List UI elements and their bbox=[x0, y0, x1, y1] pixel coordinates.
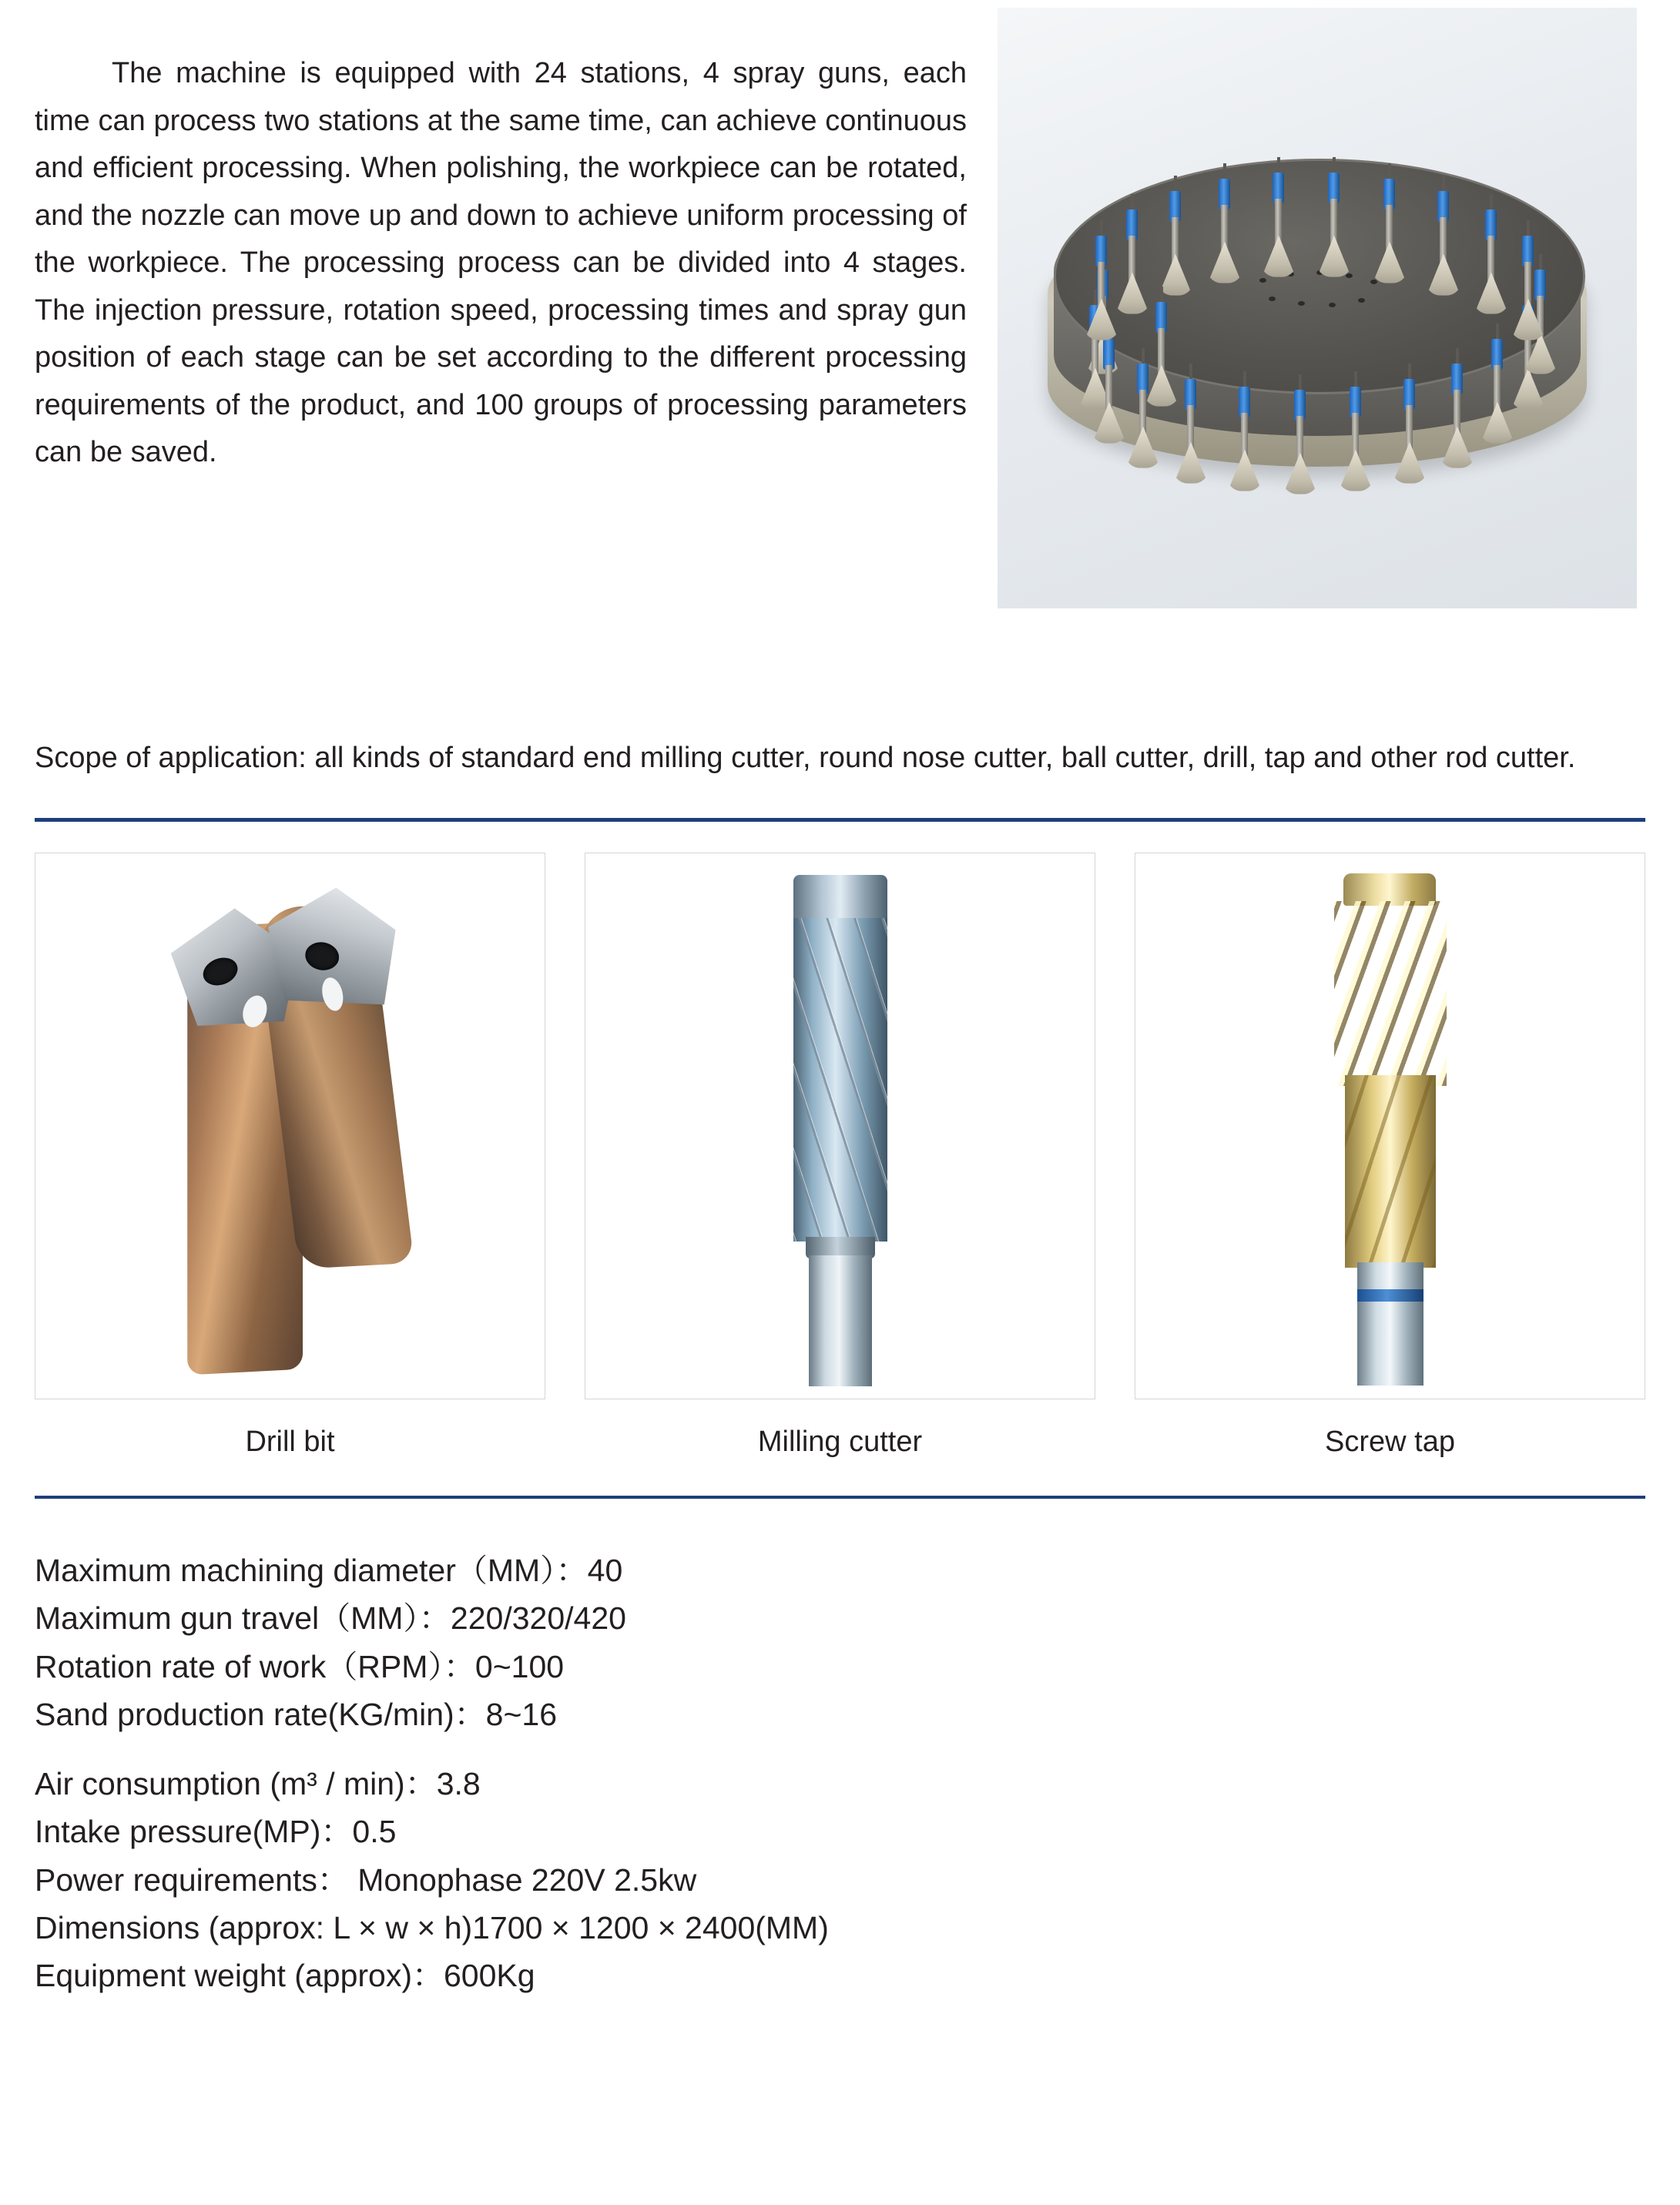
spray-nozzle bbox=[1507, 225, 1550, 340]
milling-cutter-illustration bbox=[783, 875, 898, 1383]
spec-max-gun-travel: Maximum gun travel（MM）：220/320/420 bbox=[35, 1600, 626, 1637]
gallery-caption: Screw tap bbox=[1325, 1425, 1455, 1458]
spec-power-requirements: Power requirements： Monophase 220V 2.5kw bbox=[35, 1862, 697, 1898]
spec-air-consumption: Air consumption (m³ / min)：3.8 bbox=[35, 1766, 481, 1802]
spec-max-machining-diameter: Maximum machining diameter（MM）：40 bbox=[35, 1552, 623, 1588]
spray-nozzle bbox=[1257, 162, 1300, 277]
intro-text-column bbox=[35, 8, 998, 477]
product-gallery bbox=[35, 853, 1645, 1459]
drill-bit-photo bbox=[35, 853, 545, 1399]
divider-bottom bbox=[35, 1496, 1645, 1499]
spray-nozzle bbox=[1154, 180, 1197, 296]
spray-nozzle bbox=[1422, 180, 1465, 296]
intro-section bbox=[35, 0, 1645, 608]
gallery-caption: Drill bit bbox=[245, 1425, 335, 1458]
gallery-item-milling-cutter bbox=[585, 853, 1095, 1459]
spec-rotation-rate: Rotation rate of work（RPM）：0~100 bbox=[35, 1648, 565, 1684]
spray-nozzle bbox=[1388, 368, 1431, 484]
spray-nozzle bbox=[1436, 353, 1479, 468]
spec-dimensions: Dimensions (approx: L × w × h)1700 × 1200 × 2400(MM) bbox=[35, 1910, 829, 1946]
spray-nozzle bbox=[1313, 162, 1356, 277]
divider-top bbox=[35, 818, 1645, 822]
scope-of-application bbox=[35, 736, 1645, 781]
machine-figure bbox=[998, 8, 1637, 608]
milling-cutter-photo bbox=[585, 853, 1095, 1399]
gallery-caption: Milling cutter bbox=[757, 1425, 923, 1458]
spray-nozzle bbox=[1368, 168, 1411, 283]
spec-sand-production-rate: Sand production rate(KG/min)：8~16 bbox=[35, 1696, 558, 1732]
gallery-item-screw-tap bbox=[1135, 853, 1645, 1459]
spec-intake-pressure: Intake pressure(MP)：0.5 bbox=[35, 1814, 397, 1850]
spray-nozzle bbox=[1203, 168, 1246, 283]
spray-nozzle bbox=[1279, 379, 1322, 494]
scope-text: Scope of application: all kinds of standard end milling cutter, round nose cutter, ball cutter, drill, tap and other rod cutter. bbox=[35, 742, 1576, 774]
rotary-table-illustration bbox=[1048, 143, 1587, 498]
spray-nozzle bbox=[1334, 376, 1377, 491]
spray-nozzle bbox=[1223, 376, 1266, 491]
intro-paragraph: The machine is equipped with 24 stations, 4 spray guns, each time can process two stations at the same time, can achieve continuous and efficient processing. When polishing, the workpiece can be rotated, and the nozzle can move up and down to achieve uniform processing of the workpiece. The processing process can be divided into 4 stages. The injection pressure, rotation speed, processing times and spray gun position of each stage can be set according to the different processing requirements of the product, and 100 groups of processing parameters can be saved. bbox=[35, 57, 967, 469]
gallery-item-drill-bit bbox=[35, 853, 545, 1459]
spec-equipment-weight: Equipment weight (approx)：600Kg bbox=[35, 1958, 535, 1994]
screw-tap-photo bbox=[1135, 853, 1645, 1399]
spray-nozzle bbox=[1470, 199, 1513, 314]
drill-bit-illustration bbox=[150, 878, 430, 1383]
screw-tap-illustration bbox=[1325, 873, 1456, 1386]
spray-nozzle bbox=[1140, 291, 1183, 407]
specifications-list bbox=[35, 1547, 1645, 2000]
spray-nozzle bbox=[1080, 225, 1123, 340]
